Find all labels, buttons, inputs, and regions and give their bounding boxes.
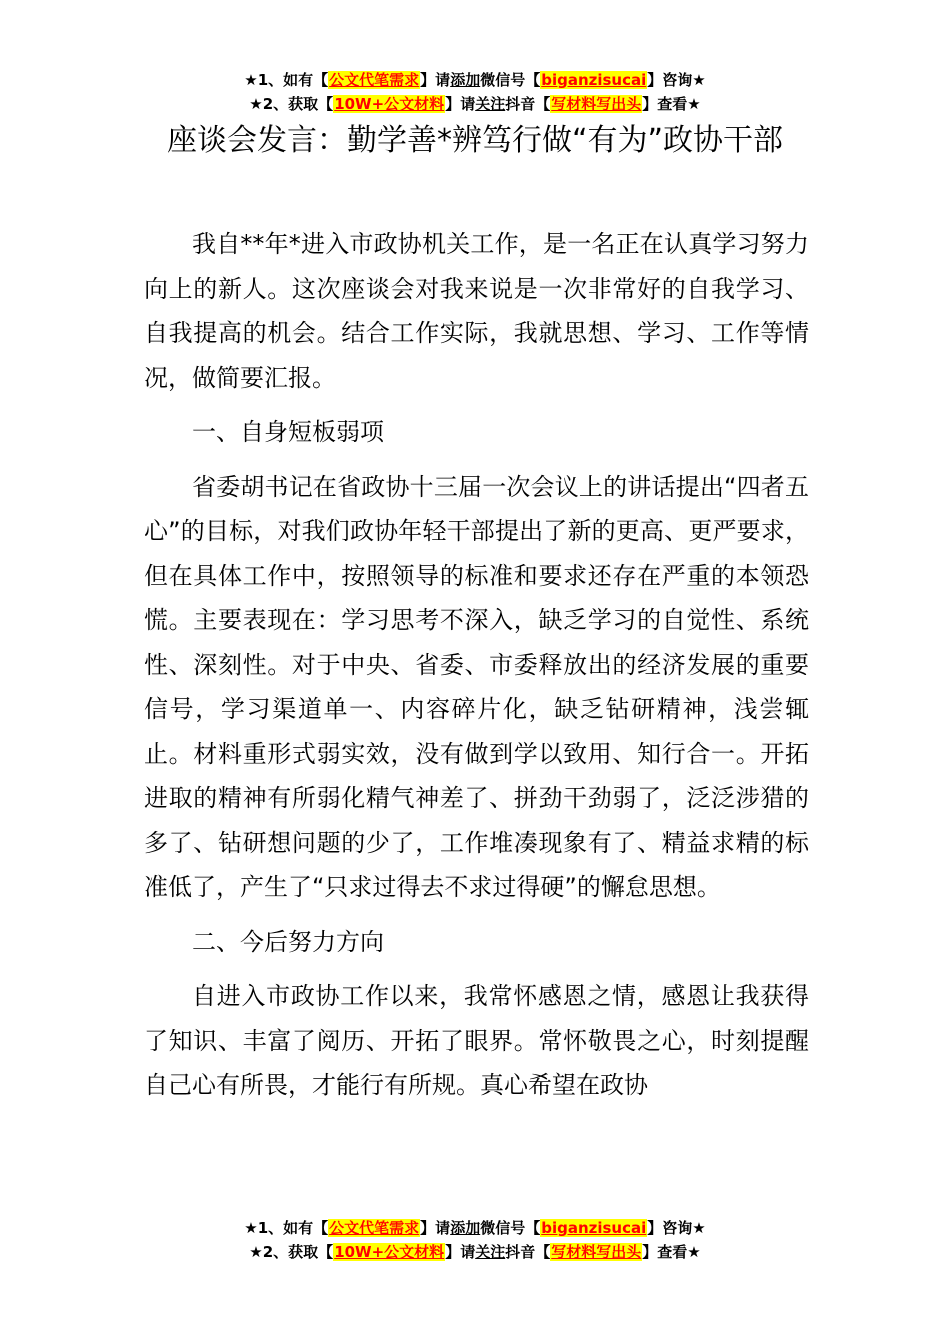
banner-underlined-text: 关注 (475, 1243, 506, 1261)
banner-text: 】请 (420, 1219, 451, 1237)
banner-text: 】查看★ (642, 1243, 701, 1261)
banner-text: 抖音【 (505, 95, 551, 113)
highlight-ghostwriting: 公文代笔需求 (329, 1219, 420, 1237)
banner-text: 】咨询★ (647, 1219, 706, 1237)
highlight-wechat-id: biganzisucai (541, 71, 647, 89)
highlight-materials: 10W+公文材料 (334, 95, 445, 113)
banner-text: 微信号【 (480, 71, 541, 89)
banner-text: 】查看★ (642, 95, 701, 113)
banner-underlined-text: 关注 (475, 95, 506, 113)
banner-line-2 (0, 1240, 950, 1264)
document-body (144, 222, 809, 1118)
paragraph-direction: 自进入市政协工作以来，我常怀感恩之情，感恩让我获得了知识、丰富了阅历、开拓了眼界。常怀敬畏之心，时刻提醒自己心有所畏，才能行有所规。真心希望在政协 (144, 982, 809, 1099)
highlight-douyin-account: 写材料写出头 (551, 1243, 642, 1261)
banner-underlined-text: 添加 (450, 71, 481, 89)
banner-text: 】请 (445, 95, 476, 113)
section-heading-1: 一、自身短板弱项 (192, 418, 384, 446)
paragraph-shortcomings: 省委胡书记在省政协十三届一次会议上的讲话提出“四者五心”的目标，对我们政协年轻干部提出了新的更高、更严要求，但在具体工作中，按照领导的标准和要求还存在严重的本领恐慌。主要表现在：学习思考不深入，缺乏学习的自觉性、系统性、深刻性。对于中央、省委、市委释放出的经济发展的重要信号，学习渠道单一、内容碎片化，缺乏钻研精神，浅尝辄止。材料重形式弱实效，没有做到学以致用、知行合一。开拓进取的精神有所弱化精气神差了、拼劲干劲弱了，泛泛涉猎的多了、钻研想问题的少了，工作堆凑现象有了、精益求精的标准低了，产生了“只求过得去不求过得硬”的懈怠思想。 (144, 472, 809, 901)
banner-text: ★1、如有【 (244, 71, 329, 89)
banner-text: 】咨询★ (647, 71, 706, 89)
footer-banner (0, 1216, 950, 1264)
banner-text: 】请 (445, 1243, 476, 1261)
banner-text: 】请 (420, 71, 451, 89)
banner-line-2 (0, 92, 950, 116)
paragraph-intro: 我自**年*进入市政协机关工作，是一名正在认真学习努力向上的新人。这次座谈会对我来说是一次非常好的自我学习、自我提高的机会。结合工作实际，我就思想、学习、工作等情况，做简要汇报。 (144, 230, 809, 392)
banner-line-1 (0, 68, 950, 92)
banner-text: ★2、获取【 (249, 1243, 334, 1261)
banner-text: ★2、获取【 (249, 95, 334, 113)
highlight-ghostwriting: 公文代笔需求 (329, 71, 420, 89)
banner-text: ★1、如有【 (244, 1219, 329, 1237)
banner-text: 抖音【 (505, 1243, 551, 1261)
banner-line-1 (0, 1216, 950, 1240)
highlight-wechat-id: biganzisucai (541, 1219, 647, 1237)
section-heading-2: 二、今后努力方向 (192, 927, 384, 956)
header-banner (0, 68, 950, 116)
document-title: 座谈会发言：勤学善*辨笃行做“有为”政协干部 (166, 123, 784, 158)
highlight-douyin-account: 写材料写出头 (551, 95, 642, 113)
banner-underlined-text: 添加 (450, 1219, 481, 1237)
banner-text: 微信号【 (480, 1219, 541, 1237)
highlight-materials: 10W+公文材料 (334, 1243, 445, 1261)
